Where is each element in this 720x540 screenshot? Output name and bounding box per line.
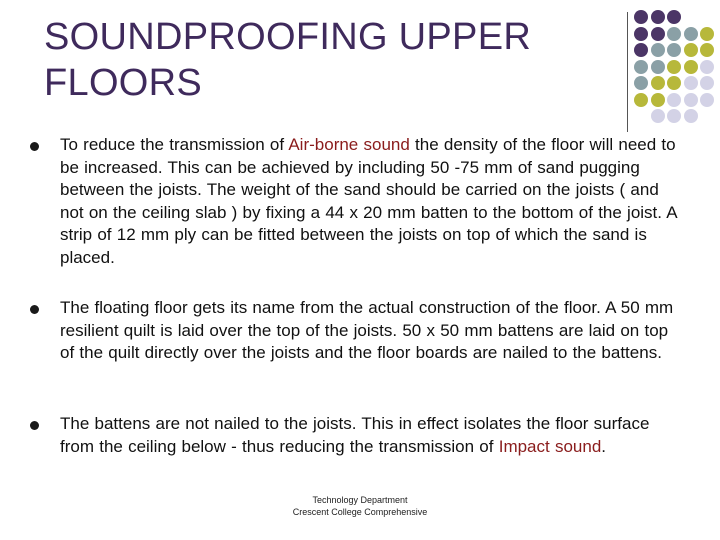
decorative-dot <box>651 93 665 107</box>
title-divider-line <box>627 12 628 132</box>
decorative-dot <box>634 76 648 90</box>
decorative-dot <box>651 60 665 74</box>
decorative-dot <box>651 43 665 57</box>
bullet-dot-icon <box>30 421 39 430</box>
decorative-dot <box>667 93 681 107</box>
decorative-dot <box>684 76 698 90</box>
slide-title-line-2: FLOORS <box>44 62 203 104</box>
decorative-dot <box>700 76 714 90</box>
bullet-dot-icon <box>30 305 39 314</box>
decorative-dot <box>634 43 648 57</box>
decorative-dot <box>684 60 698 74</box>
slide-footer <box>240 494 480 518</box>
decorative-dot <box>684 109 698 123</box>
decorative-dot <box>634 93 648 107</box>
highlight-impact-sound: Impact sound <box>498 436 602 456</box>
decorative-dot <box>667 43 681 57</box>
bullet-text-pre: To reduce the transmission of <box>60 135 289 154</box>
slide-title-line-1: SOUNDPROOFING UPPER <box>44 16 532 58</box>
decorative-dot <box>651 27 665 41</box>
highlight-airborne-sound: Air-borne sound <box>288 135 410 154</box>
bullet-text-pre: The floating floor gets its name from the actual construction of the floor. A 50 mm resilient quilt is laid over the top of the joists. 50 x 50 mm battens are laid on top of the quilt directly over the joists and the floor boards are nailed to the battens. <box>60 298 674 362</box>
decorative-dot <box>700 27 714 41</box>
decorative-dot <box>634 60 648 74</box>
decorative-dot <box>700 60 714 74</box>
decorative-dot <box>667 27 681 41</box>
decorative-dot <box>651 10 665 24</box>
decorative-dot <box>667 109 681 123</box>
bullet-dot-icon <box>30 142 39 151</box>
decorative-dot <box>667 10 681 24</box>
decorative-dot <box>667 60 681 74</box>
decorative-dot <box>684 27 698 41</box>
decorative-dot <box>684 43 698 57</box>
decorative-dot <box>651 109 665 123</box>
decorative-dot <box>634 10 648 24</box>
bullet-text-airborne <box>60 134 680 269</box>
decorative-dot <box>700 93 714 107</box>
bullet-text-pre: The battens are not nailed to the joists. This in effect isolates the floor surface from the ceiling below - thus reducing the transmission of <box>60 414 650 456</box>
decorative-dot <box>700 43 714 57</box>
bullet-text-post: . <box>601 436 607 456</box>
bullet-text-post: the density of the floor will need to be increased. This can be achieved by including 50 -75 mm of sand pugging between the joists. The weight of the sand should be carried on the joists ( and not on the ceiling slab ) by fixing a 44 x 20 mm batten to the bottom of the joist. A strip of 12 mm ply can be fitted between the joists on top of which the sand is placed. <box>60 135 677 267</box>
decorative-dot <box>684 93 698 107</box>
decorative-dot <box>651 76 665 90</box>
bullet-text-floating-floor <box>60 297 680 365</box>
footer-department: Technology Department <box>312 495 408 505</box>
footer-school: Crescent College Comprehensive <box>292 507 428 517</box>
slide-title <box>44 14 604 106</box>
bullet-text-impact <box>60 413 680 458</box>
decorative-dot <box>667 76 681 90</box>
decorative-dot <box>634 27 648 41</box>
